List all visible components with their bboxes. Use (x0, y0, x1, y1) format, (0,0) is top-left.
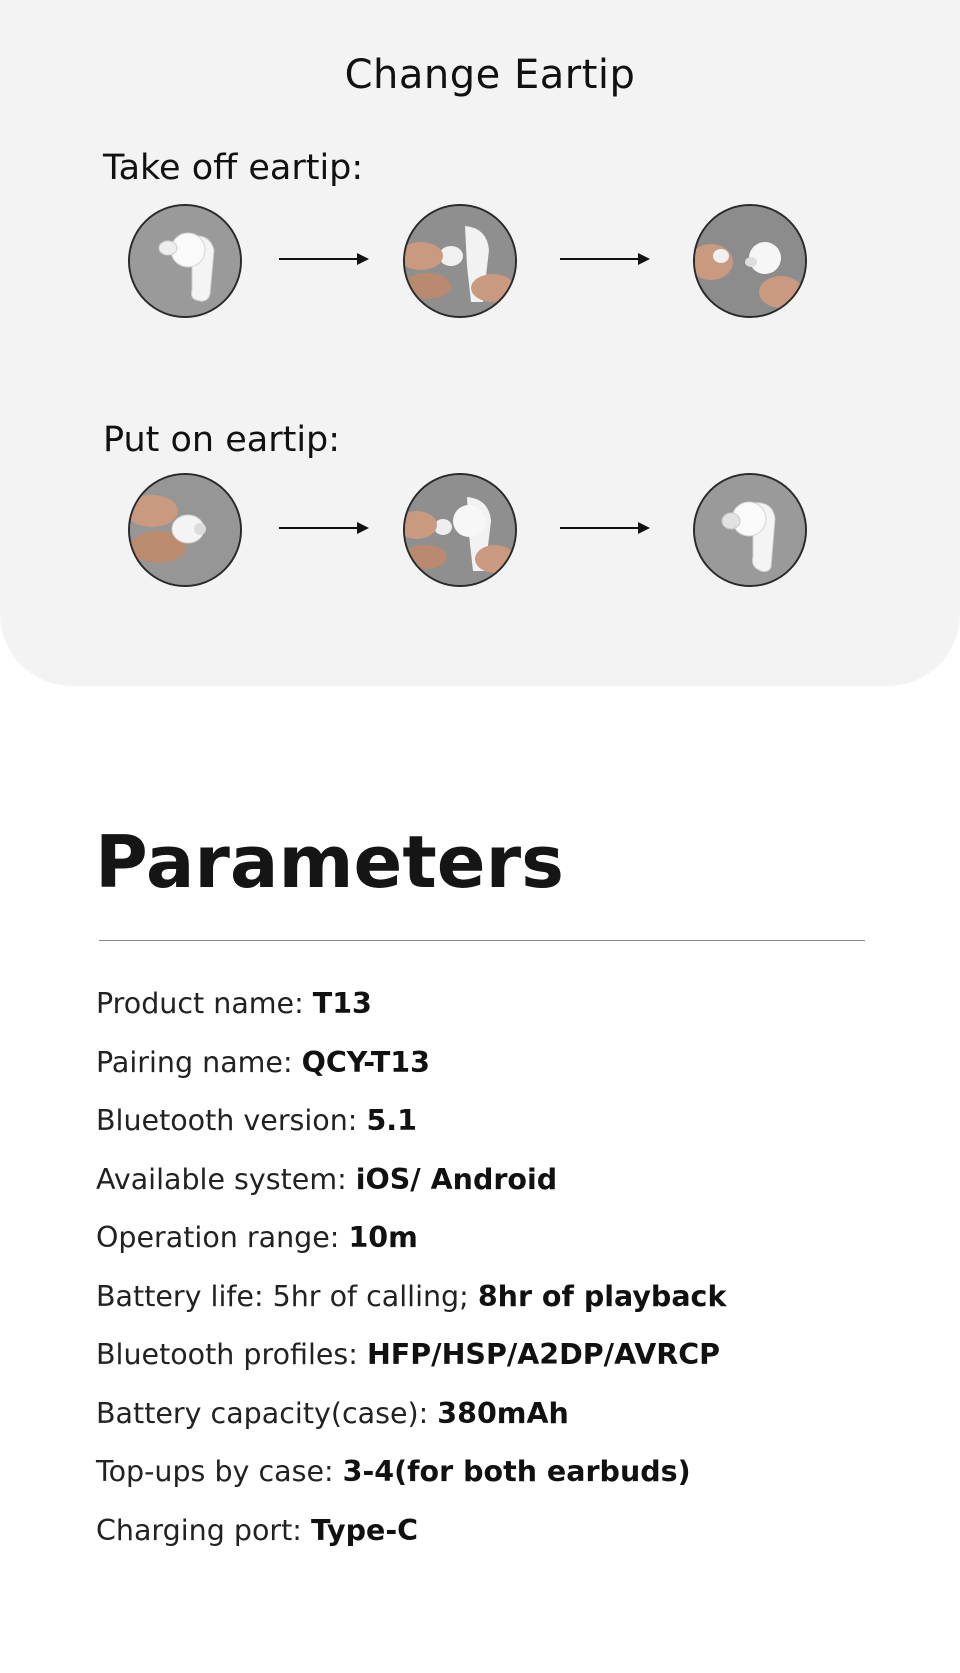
param-row-bluetooth-version (96, 1101, 726, 1160)
param-key: Operation range: (96, 1221, 349, 1254)
param-key: Product name: (96, 987, 313, 1020)
param-row-pairing-name (96, 1043, 726, 1102)
param-row-product-name (96, 984, 726, 1043)
eartip-removed-image (693, 204, 807, 318)
fingers-holding-eartip-image (128, 473, 242, 587)
parameter-list (96, 984, 726, 1569)
param-value: Type-C (310, 1513, 419, 1547)
param-key: Battery life: 5hr of calling; (96, 1279, 478, 1313)
param-value: 380mAh (437, 1396, 569, 1430)
param-key: Bluetooth version: (96, 1104, 367, 1137)
param-row-battery-capacity (96, 1394, 726, 1453)
param-row-charging-port (96, 1511, 726, 1570)
param-key: Bluetooth profiles: (96, 1338, 367, 1371)
eartip-title: Change Eartip (344, 52, 636, 98)
param-value: iOS/ Android (355, 1162, 558, 1196)
earbud-with-eartip-image (128, 204, 242, 318)
divider (99, 940, 865, 941)
param-key: Top-ups by case: (96, 1455, 343, 1488)
eartip-panel (0, 0, 960, 686)
param-value: HFP/HSP/A2DP/AVRCP (366, 1338, 721, 1371)
param-key: Available system: (96, 1162, 356, 1196)
arrow-right-icon (279, 250, 369, 268)
param-value: 5.1 (366, 1104, 417, 1137)
arrow-right-icon (560, 250, 650, 268)
param-value: T13 (312, 987, 372, 1020)
param-value: 3-4(for both earbuds) (342, 1455, 691, 1488)
parameters-title: Parameters (95, 820, 564, 904)
put-on-steps (0, 473, 960, 589)
param-row-operation-range (96, 1218, 726, 1277)
arrow-right-icon (560, 519, 650, 537)
param-key: Battery capacity(case): (96, 1396, 438, 1430)
earbud-eartip-attached-image (693, 473, 807, 587)
fingers-pulling-eartip-image (403, 204, 517, 318)
param-row-bluetooth-profiles (96, 1335, 726, 1394)
param-row-top-ups (96, 1452, 726, 1511)
fingers-attaching-eartip-image (403, 473, 517, 587)
arrow-right-icon (279, 519, 369, 537)
param-key: Pairing name: (96, 1045, 302, 1079)
put-on-eartip-label: Put on eartip: (103, 420, 341, 460)
param-value: 8hr of playback (477, 1279, 727, 1313)
param-row-battery-life (96, 1277, 726, 1336)
param-value: QCY-T13 (301, 1045, 430, 1079)
take-off-eartip-label: Take off eartip: (103, 148, 364, 188)
take-off-steps (0, 204, 960, 320)
param-key: Charging port: (96, 1513, 311, 1547)
param-value: 10m (348, 1221, 418, 1254)
param-row-available-system (96, 1160, 726, 1219)
